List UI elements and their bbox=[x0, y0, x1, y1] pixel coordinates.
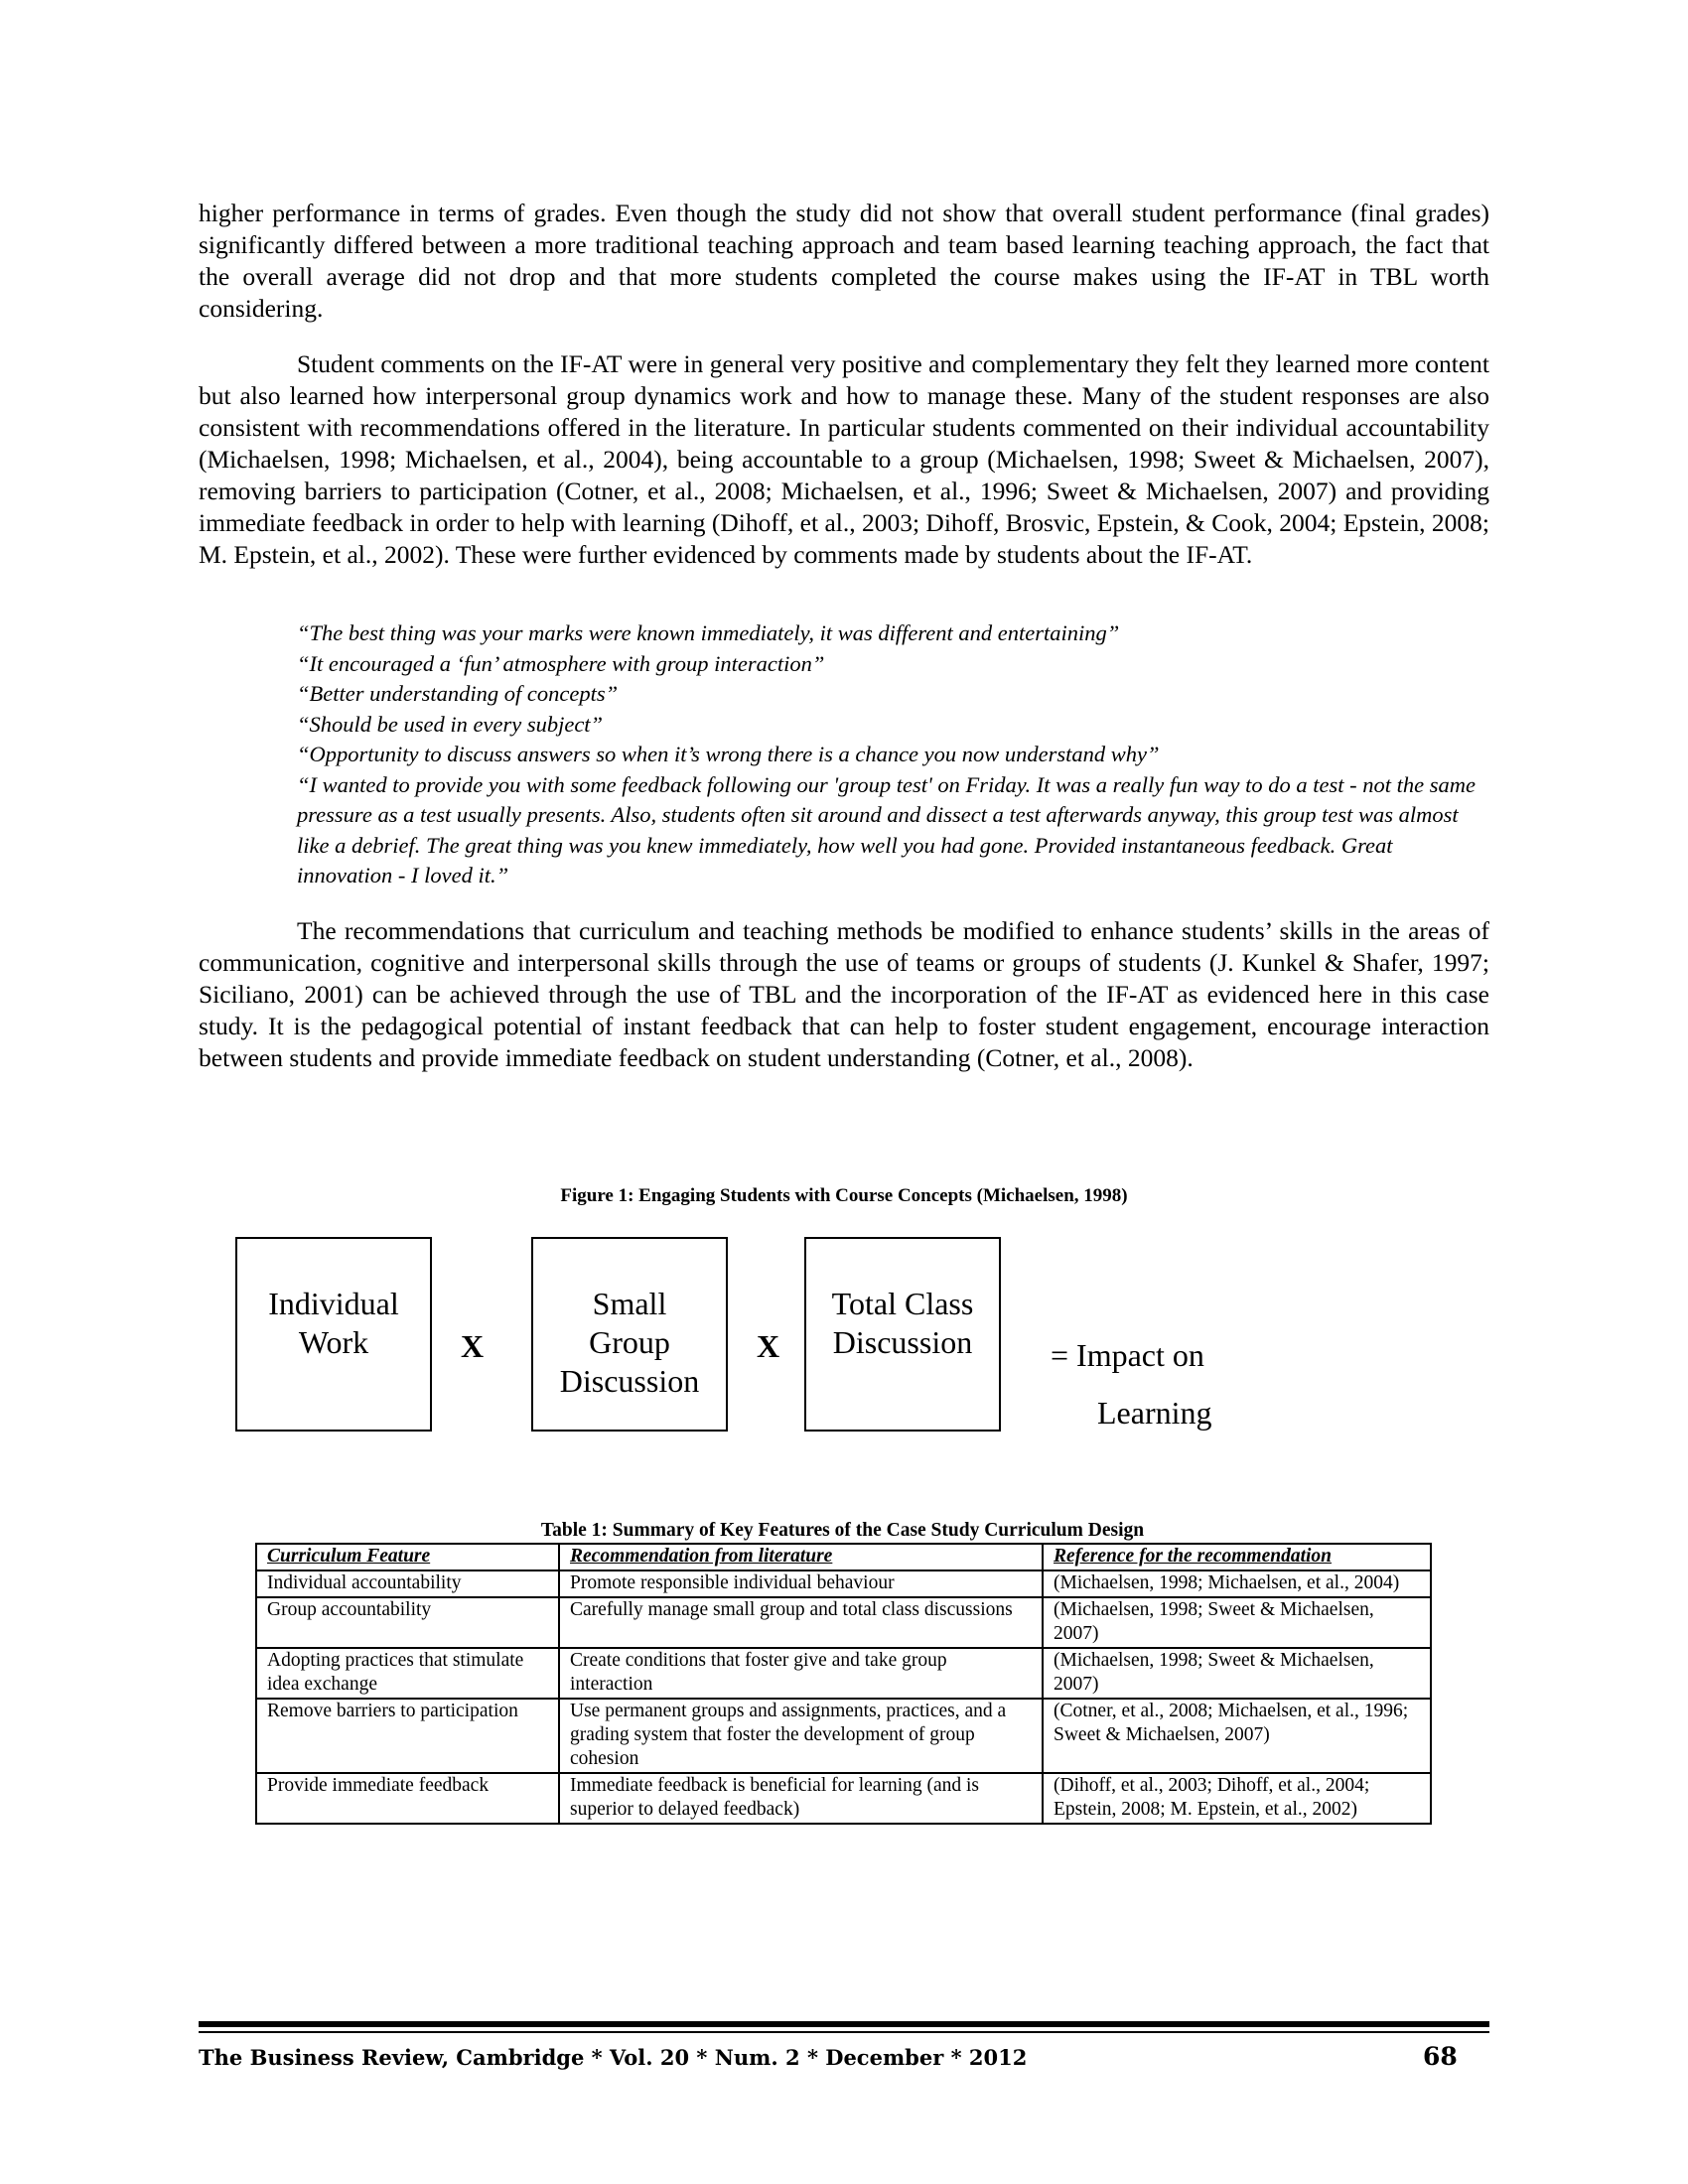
table-cell: Immediate feedback is beneficial for learning (and is superior to delayed feedback) bbox=[559, 1773, 1043, 1824]
table-cell: Promote responsible individual behaviour bbox=[559, 1570, 1043, 1597]
table-cell: (Michaelsen, 1998; Michaelsen, et al., 2004) bbox=[1043, 1570, 1431, 1597]
table-row bbox=[256, 1597, 1431, 1648]
quote-item: “Opportunity to discuss answers so when it’s wrong there is a chance you now understand why” bbox=[297, 742, 1160, 766]
table-row bbox=[256, 1699, 1431, 1773]
multiply-operator: X bbox=[757, 1328, 780, 1364]
box-line: Small bbox=[592, 1286, 667, 1321]
table-cell: Group accountability bbox=[256, 1597, 559, 1648]
impact-on-learning bbox=[1051, 1326, 1212, 1441]
table-row bbox=[256, 1773, 1431, 1824]
box-line: Individual bbox=[268, 1286, 399, 1321]
figure-caption: Figure 1: Engaging Students with Course Concepts (Michaelsen, 1998) bbox=[560, 1185, 1128, 1206]
table-cell: Use permanent groups and assignments, practices, and a grading system that foster the development of group cohesion bbox=[559, 1699, 1043, 1773]
student-quotes bbox=[297, 618, 1488, 891]
box-total-class-discussion bbox=[804, 1237, 1001, 1432]
table-header-row bbox=[256, 1544, 1431, 1570]
table-cell: Create conditions that foster give and take group interaction bbox=[559, 1648, 1043, 1699]
table-cell: (Dihoff, et al., 2003; Dihoff, et al., 2004; Epstein, 2008; M. Epstein, et al., 2002) bbox=[1043, 1773, 1431, 1824]
box-line: Discussion bbox=[559, 1363, 700, 1399]
quote-item: “I wanted to provide you with some feedback following our 'group test' on Friday. It was a really fun way to do a test - not the same pressure as a test usually presents. Also, students often sit around and dissect a test afterwards anyway, this group test was almost like a debrief. The great thing was you knew immediately, how well you had gone. Provided instantaneous feedback. Great innovation - I loved it.” bbox=[297, 771, 1477, 887]
footer-rule-thick bbox=[199, 2021, 1489, 2027]
table-cell: Adopting practices that stimulate idea exchange bbox=[256, 1648, 559, 1699]
table-cell: (Michaelsen, 1998; Sweet & Michaelsen, 2007) bbox=[1043, 1648, 1431, 1699]
quote-item: “Better understanding of concepts” bbox=[297, 681, 619, 706]
paragraph-recommendations: The recommendations that curriculum and teaching methods be modified to enhance students’ skills in the areas of communication, cognitive and interpersonal skills through the use of teams or groups of students (J. Kunkel & Shafer, 1997; Siciliano, 2001) can be achieved through the use of TBL and the incorporation of the IF-AT as evidenced here in this case study. It is the pedagogical potential of instant feedback that can help to foster student engagement, encourage interaction between students and provide immediate feedback on student understanding (Cotner, et al., 2008). bbox=[199, 916, 1489, 1072]
journal-citation: The Business Review, Cambridge * Vol. 20 * Num. 2 * December * 2012 bbox=[199, 2045, 1028, 2070]
table-cell: Remove barriers to participation bbox=[256, 1699, 559, 1773]
table-caption: Table 1: Summary of Key Features of the Case Study Curriculum Design bbox=[540, 1520, 1145, 1541]
column-header: Curriculum Feature bbox=[256, 1544, 559, 1570]
paragraph-continued: higher performance in terms of grades. Even though the study did not show that overall student performance (final grades) significantly differed between a more traditional teaching approach and team based learning teaching approach, the fact that the overall average did not drop and that more students completed the course makes using the IF-AT in TBL worth considering. bbox=[199, 199, 1489, 323]
table-cell: (Cotner, et al., 2008; Michaelsen, et al., 1996; Sweet & Michaelsen, 2007) bbox=[1043, 1699, 1431, 1773]
box-individual-work bbox=[235, 1237, 432, 1432]
box-line: Work bbox=[298, 1324, 369, 1360]
quote-item: “The best thing was your marks were known immediately, it was different and entertaining” bbox=[297, 620, 1120, 645]
table-row bbox=[256, 1570, 1431, 1597]
quote-item: “Should be used in every subject” bbox=[297, 711, 604, 737]
page-number: 68 bbox=[1423, 2042, 1458, 2071]
curriculum-table bbox=[255, 1543, 1432, 1825]
table-cell: (Michaelsen, 1998; Sweet & Michaelsen, 2007) bbox=[1043, 1597, 1431, 1648]
box-line: Discussion bbox=[832, 1324, 973, 1360]
table-cell: Individual accountability bbox=[256, 1570, 559, 1597]
column-header: Recommendation from literature bbox=[559, 1544, 1043, 1570]
box-small-group-discussion bbox=[531, 1237, 728, 1432]
table-cell: Carefully manage small group and total class discussions bbox=[559, 1597, 1043, 1648]
impact-line: Learning bbox=[1097, 1395, 1212, 1431]
box-line: Group bbox=[589, 1324, 670, 1360]
column-header: Reference for the recommendation bbox=[1043, 1544, 1431, 1570]
table-cell: Provide immediate feedback bbox=[256, 1773, 559, 1824]
impact-line: = Impact on bbox=[1051, 1337, 1204, 1373]
box-line: Total Class bbox=[831, 1286, 974, 1321]
multiply-operator: X bbox=[461, 1328, 485, 1364]
quote-item: “It encouraged a ‘fun’ atmosphere with group interaction” bbox=[297, 650, 825, 676]
paragraph-student-comments: Student comments on the IF-AT were in general very positive and complementary they felt they learned more content but also learned how interpersonal group dynamics work and how to manage these. Many of the student responses are also consistent with recommendations offered in the literature. In particular students commented on their individual accountability (Michaelsen, 1998; Michaelsen, et al., 2004), being accountable to a group (Michaelsen, 1998; Sweet & Michaelsen, 2007), removing barriers to participation (Cotner, et al., 2008; Michaelsen, et al., 1996; Sweet & Michaelsen, 2007) and providing immediate feedback in order to help with learning (Dihoff, et al., 2003; Dihoff, Brosvic, Epstein, & Cook, 2004; Epstein, 2008; M. Epstein, et al., 2002). These were further evidenced by comments made by students about the IF-AT. bbox=[199, 349, 1490, 569]
table-row bbox=[256, 1648, 1431, 1699]
footer-rule-thin bbox=[199, 2031, 1489, 2033]
